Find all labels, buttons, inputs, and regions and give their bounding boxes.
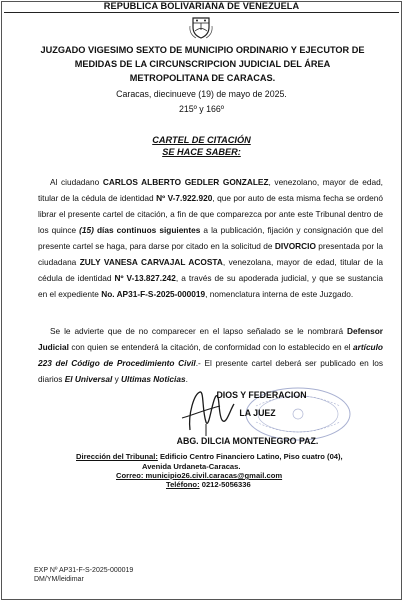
days-text: días continuos siguientes bbox=[93, 225, 201, 235]
text-run: , que por auto de esta misma fecha se ordenó librar el presente cartel de citación, a fin de que comparezca por ante este Tribunal dentro de los quince bbox=[38, 193, 383, 235]
court-line-2: MEDIDAS DE LA CIRCUNSCRIPCION JUDICIAL DEL ÁREA bbox=[74, 59, 331, 69]
defendant-name: CARLOS ALBERTO GEDLER GONZALEZ bbox=[102, 177, 269, 187]
place-and-date bbox=[0, 87, 403, 117]
text-run: , venezolana, mayor de edad, titular de la cédula de identidad bbox=[38, 257, 383, 283]
warning-paragraph bbox=[38, 323, 383, 387]
defensor-term: Defensor Judicial bbox=[38, 326, 383, 352]
closing-motto: DIOS Y FEDERACION bbox=[216, 390, 307, 400]
letterhead bbox=[0, 1, 403, 11]
text-run: a la publicación, fijación y consignación que del presente cartel se haga, para darse por citado en la solicitud de bbox=[38, 225, 383, 251]
text-run: , venezolano, mayor de edad, titular de la cédula de identidad bbox=[38, 177, 383, 203]
text-run: , nomenclatura interna de este Juzgado. bbox=[205, 289, 354, 299]
years-line: 215º y 166º bbox=[178, 104, 225, 114]
text-run: y bbox=[112, 374, 122, 384]
text-run: . bbox=[185, 374, 188, 384]
court-phone bbox=[166, 480, 366, 490]
phone-label: Teléfono: bbox=[166, 480, 200, 489]
footer-initials: DM/YM/leidimar bbox=[34, 576, 84, 583]
court-address bbox=[76, 452, 376, 462]
newspaper-2: Ultimas Noticias bbox=[121, 374, 186, 384]
cartel-title: CARTEL DE CITACIÓN bbox=[152, 135, 251, 145]
coat-of-arms-icon bbox=[188, 14, 214, 40]
cartel-subtitle: SE HACE SABER: bbox=[162, 147, 241, 157]
footer-expediente: EXP Nº AP31-F-S-2025-000019 bbox=[34, 567, 134, 574]
applicant-id: Nº V-13.827.242 bbox=[114, 273, 176, 283]
newspaper-1: El Universal bbox=[64, 374, 113, 384]
case-number: No. AP31-F-S-2025-000019 bbox=[101, 289, 206, 299]
court-address-line-2: Avenida Urdaneta-Caracas. bbox=[142, 462, 241, 471]
republic-title: REPUBLICA BOLIVARIANA DE VENEZUELA bbox=[103, 1, 300, 11]
text-run: Se le advierte que de no comparecer en el lapso señalado se le nombrará bbox=[50, 326, 348, 336]
address-value: Edificio Centro Financiero Latino, Piso cuatro (04), bbox=[157, 452, 343, 461]
phone-value: 0212-5056336 bbox=[199, 480, 251, 489]
date-line: Caracas, diecinueve (19) de mayo de 2025. bbox=[116, 89, 287, 99]
legal-article: artículo 223 del Código de Procedimiento Civil bbox=[38, 342, 383, 368]
footer bbox=[34, 566, 133, 584]
court-line-3: METROPOLITANA DE CARACAS. bbox=[129, 73, 276, 83]
text-run: .- El presente cartel deberá ser publicado en los diarios bbox=[38, 358, 383, 384]
text-run: con quien se entenderá la citación, de conformidad con lo establecido en el bbox=[68, 342, 354, 352]
address-label: Dirección del Tribunal: bbox=[76, 452, 158, 461]
case-type: DIVORCIO bbox=[274, 241, 316, 251]
applicant-name: ZULY VANESA CARVAJAL ACOSTA bbox=[79, 257, 223, 267]
judge-title: LA JUEZ bbox=[239, 408, 276, 418]
cartel-heading bbox=[0, 134, 403, 158]
days-number: (15) bbox=[79, 225, 94, 235]
email-value: municipio26.civil.caracas@gmail.com bbox=[143, 471, 283, 480]
letterhead-rule bbox=[4, 12, 399, 13]
judge-name: ABG. DILCIA MONTENEGRO PAZ. bbox=[176, 436, 319, 446]
court-line-1: JUZGADO VIGESIMO SEXTO DE MUNICIPIO ORDINARIO Y EJECUTOR DE bbox=[40, 45, 365, 55]
text-run: Al ciudadano bbox=[50, 177, 103, 187]
email-label: Correo: bbox=[116, 471, 144, 480]
defendant-id: Nº V-7.922.920 bbox=[156, 193, 213, 203]
court-name bbox=[30, 43, 375, 85]
text-run: , a través de su apoderada judicial, y que se sustancia en el expediente bbox=[38, 273, 383, 299]
text-run: presentada por la ciudadana bbox=[38, 241, 383, 267]
citation-paragraph bbox=[38, 174, 383, 302]
